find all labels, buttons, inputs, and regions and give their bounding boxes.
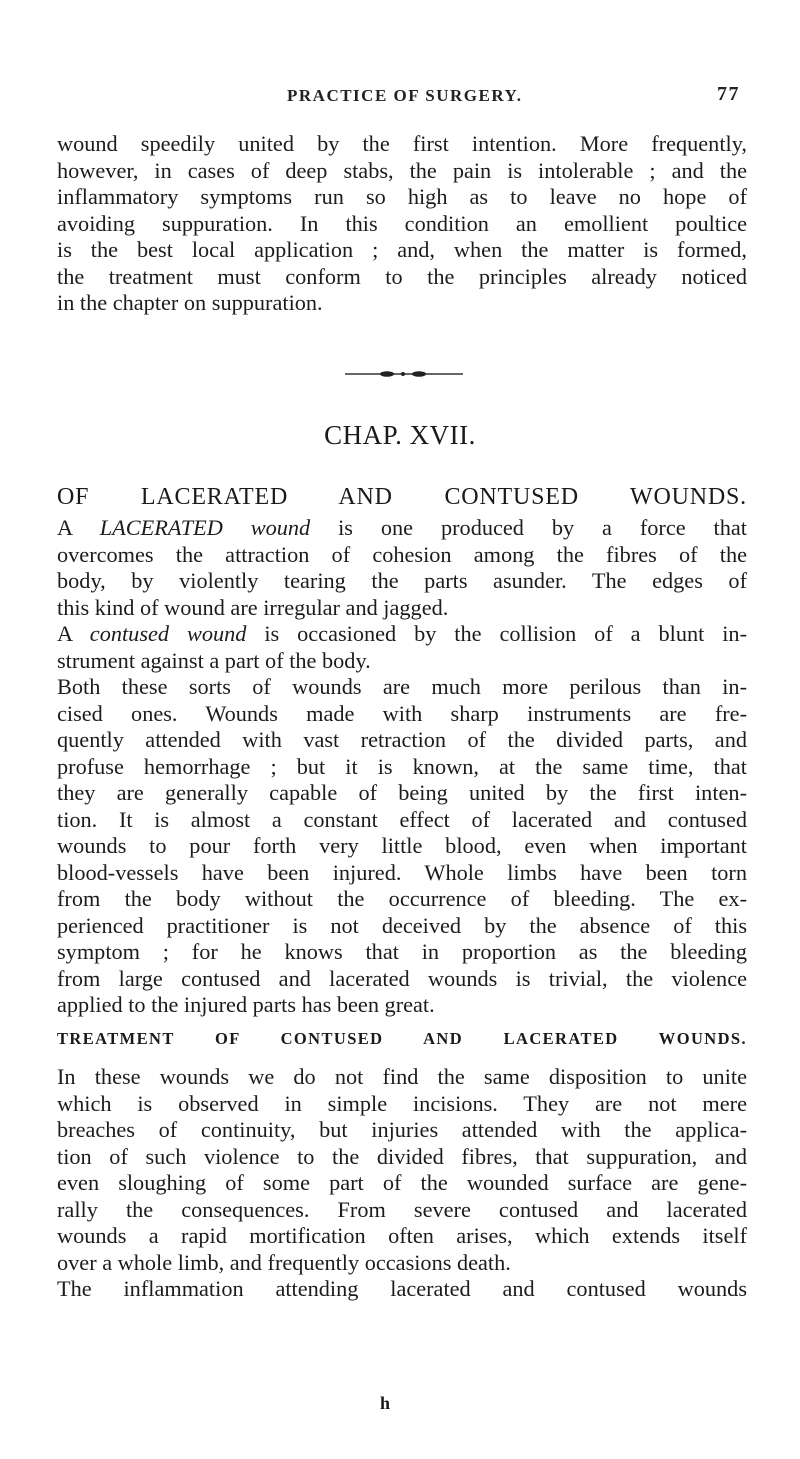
text-line: symptom ; for he knows that in proportion as the bleeding [57, 939, 747, 964]
text-line: is the best local application ; and, when the matter is formed, [57, 237, 747, 262]
paragraph-continued [57, 131, 747, 317]
text-line: blood-vessels have been injured. Whole limbs have been torn [57, 859, 747, 885]
text-line: tion of such violence to the divided fibres, that suppuration, and [57, 1143, 747, 1169]
text-line: rally the consequences. From severe contused and lacerated [57, 1196, 747, 1222]
text-line: from large contused and lacerated wounds is trivial, the violence [57, 965, 747, 991]
signature-mark: h [380, 1393, 391, 1413]
text-line: profuse hemorrhage ; but it is known, at the same time, that [57, 753, 747, 779]
text-line: wound speedily united by the first intention. More frequently, [57, 131, 747, 156]
text-line: breaches of continuity, but injuries attended with the applica- [57, 1117, 747, 1142]
text-line: in the chapter on suppuration. [57, 290, 323, 315]
text-line: applied to the injured parts has been great. [57, 992, 435, 1017]
text-line: body, by violently tearing the parts asunder. The edges of [57, 568, 747, 593]
text-line: wounds to pour forth very little blood, even when important [57, 833, 747, 858]
text-line: Both these sorts of wounds are much more perilous than in- [57, 674, 747, 699]
text-fragment: A [57, 621, 90, 646]
text-line: the treatment must conform to the principles already noticed [57, 263, 747, 289]
text-line: from the body without the occurrence of bleeding. The ex- [57, 886, 747, 911]
italic-term: contused wound [89, 621, 247, 646]
text-line: however, in cases of deep stabs, the pain is intolerable ; and the [57, 157, 747, 183]
paragraph-lacerated [57, 515, 747, 1019]
text-line: avoiding suppuration. In this condition an emollient poultice [57, 210, 747, 236]
text-line: this kind of wound are irregular and jagged. [57, 594, 449, 620]
text-line: The inflammation attending lacerated and contused wounds [57, 1276, 747, 1301]
text-line: In these wounds we do not find the same disposition to unite [57, 1064, 747, 1089]
page-number: 77 [717, 83, 740, 105]
text-line: overcomes the attraction of cohesion among the fibres of the [57, 541, 747, 567]
ornament-rule [345, 371, 463, 377]
text-line: strument against a part of the body. [57, 647, 371, 673]
chapter-number: CHAP. XVII. [324, 420, 476, 450]
running-head-title: PRACTICE OF SURGERY. [287, 86, 523, 105]
text-line: quently attended with vast retraction of the divided parts, and [57, 727, 747, 752]
text-line: which is observed in simple incisions. They are not mere [57, 1090, 747, 1116]
text-line [57, 515, 747, 542]
text-line: cised ones. Wounds made with sharp instruments are fre- [57, 700, 747, 726]
text-line: over a whole limb, and frequently occasions death. [57, 1249, 511, 1275]
text-line: even sloughing of some part of the wounded surface are gene- [57, 1170, 747, 1195]
chapter-title: OF LACERATED AND CONTUSED WOUNDS. [57, 484, 747, 510]
italic-term: LACERATED wound [99, 515, 311, 540]
text-line: wounds a rapid mortification often arises, which extends itself [57, 1223, 747, 1248]
text-line: perienced practitioner is not deceived by the absence of this [57, 912, 747, 938]
text-line [57, 621, 747, 648]
section-heading-treatment: TREATMENT OF CONTUSED AND LACERATED WOUNDS. [57, 1029, 747, 1048]
text-fragment: is occasioned by the collision of a blunt in- [246, 621, 747, 646]
text-fragment: A [57, 515, 100, 540]
text-fragment: is one produced by a force that [310, 515, 747, 540]
text-line: inflammatory symptoms run so high as to leave no hope of [57, 184, 747, 209]
paragraph-treatment [57, 1064, 747, 1303]
text-line: tion. It is almost a constant effect of lacerated and contused [57, 806, 747, 832]
text-line: they are generally capable of being united by the first inten- [57, 780, 747, 805]
